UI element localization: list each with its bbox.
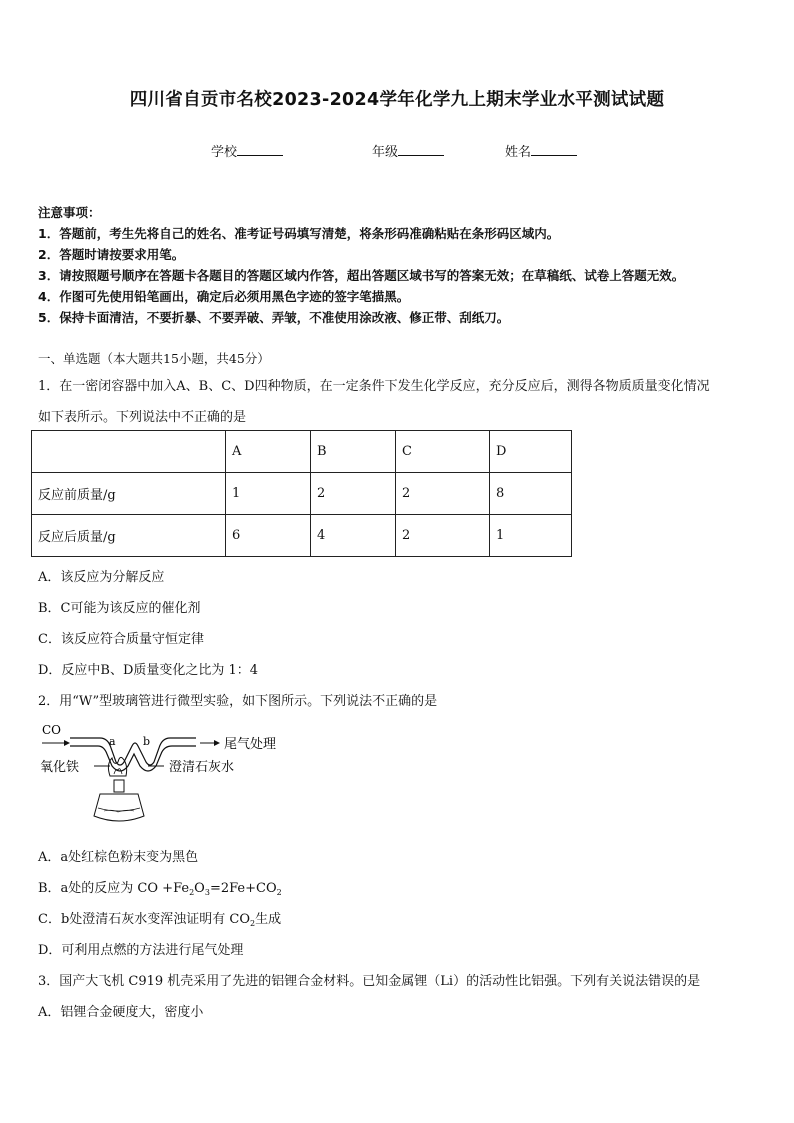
diagram-label-a: a	[109, 735, 116, 748]
question-2-option-c	[38, 908, 281, 928]
option-c-text: C．b处澄清石灰水变浑浊证明有 CO	[38, 912, 251, 927]
notice-item: 4．作图可先使用铅笔画出，确定后必须用黑色字迹的签字笔描黑。	[38, 289, 410, 304]
notice-item: 2．答题时请按要求用笔。	[38, 247, 185, 262]
table-cell: 反应前质量/g	[32, 473, 226, 515]
question-1-option-a: A．该反应为分解反应	[38, 570, 165, 585]
diagram-label-iron-oxide: 氧化铁	[40, 760, 80, 775]
table-cell: 1	[226, 473, 311, 515]
diagram-label-b: b	[143, 735, 151, 748]
mass-table	[31, 430, 572, 557]
subscript: 2	[276, 888, 282, 897]
table-cell: 1	[490, 515, 572, 557]
table-row	[32, 473, 572, 515]
table-cell: A	[226, 431, 311, 473]
grade-blank	[398, 143, 444, 156]
section-heading: 一、单选题（本大题共15小题，共45分）	[38, 351, 270, 366]
table-cell: C	[396, 431, 490, 473]
table-cell: 4	[311, 515, 396, 557]
notice-item: 1．答题前，考生先将自己的姓名、准考证号码填写清楚，将条形码准确粘贴在条形码区域内。	[38, 226, 560, 241]
question-2-option-a: A．a处红棕色粉末变为黑色	[38, 850, 199, 865]
inlet-arrowhead	[64, 740, 70, 746]
grade-label: 年级	[372, 145, 399, 160]
flame-icon	[108, 757, 126, 776]
question-1-stem: 1．在一密闭容器中加入A、B、C、D四种物质，在一定条件下发生化学反应，充分反应后，测得各物质质量变化情况	[38, 379, 710, 394]
table-cell: 2	[396, 473, 490, 515]
question-2-option-b	[38, 877, 282, 897]
table-cell: 2	[311, 473, 396, 515]
question-3-stem: 3．国产大飞机 C919 机壳采用了先进的铝锂合金材料。已知金属锂（Li）的活动性比铝强。下列有关说法错误的是	[38, 974, 701, 989]
diagram-label-limewater: 澄清石灰水	[169, 760, 235, 775]
option-b-text: =2Fe+CO	[209, 881, 277, 896]
table-row	[32, 515, 572, 557]
table-cell: 2	[396, 515, 490, 557]
question-2-option-d: D．可利用点燃的方法进行尾气处理	[38, 943, 244, 958]
table-cell: D	[490, 431, 572, 473]
table-cell: B	[311, 431, 396, 473]
diagram-label-co: CO	[42, 723, 62, 737]
school-blank	[237, 143, 283, 156]
diagram-label-exhaust: 尾气处理	[224, 737, 277, 752]
name-label: 姓名	[505, 145, 532, 160]
name-field	[505, 141, 577, 160]
w-tube-diagram	[38, 718, 298, 833]
question-1-option-c: C．该反应符合质量守恒定律	[38, 632, 204, 647]
option-b-text: O	[194, 881, 205, 896]
page-title: 四川省自贡市名校2023-2024学年化学九上期末学业水平测试试题	[129, 90, 665, 110]
notice-heading: 注意事项：	[38, 205, 101, 220]
lamp-liquid	[98, 808, 140, 811]
outlet-arrowhead	[214, 740, 220, 746]
school-field	[211, 141, 283, 160]
option-b-text: B．a处的反应为 CO +Fe	[38, 881, 190, 896]
lamp-wick-holder	[114, 780, 124, 792]
question-1-option-d: D．反应中B、D质量变化之比为 1：4	[38, 663, 259, 678]
name-blank	[531, 143, 577, 156]
subscript: 2	[189, 888, 195, 897]
table-cell: 6	[226, 515, 311, 557]
question-1-option-b: B．C可能为该反应的催化剂	[38, 601, 201, 616]
question-1-stem-cont: 如下表所示。下列说法中不正确的是	[38, 410, 247, 425]
question-3-option-a: A．铝锂合金硬度大，密度小	[38, 1005, 204, 1020]
notice-item: 5．保持卡面清洁，不要折暴、不要弄破、弄皱，不准使用涂改液、修正带、刮纸刀。	[38, 310, 510, 325]
subscript: 2	[250, 919, 256, 928]
table-cell: 反应后质量/g	[32, 515, 226, 557]
notice-item: 3．请按照题号顺序在答题卡各题目的答题区域内作答，超出答题区域书写的答案无效；在草稿纸、试卷上答题无效。	[38, 268, 685, 283]
grade-field	[372, 141, 444, 160]
table-header-row	[32, 431, 572, 473]
school-label: 学校	[211, 145, 238, 160]
subscript: 3	[204, 888, 210, 897]
alcohol-lamp-icon	[94, 794, 144, 821]
table-cell: 8	[490, 473, 572, 515]
option-c-text: 生成	[255, 912, 282, 927]
table-cell	[32, 431, 226, 473]
question-2-stem: 2．用“W”型玻璃管进行微型实验，如下图所示。下列说法不正确的是	[38, 694, 438, 709]
